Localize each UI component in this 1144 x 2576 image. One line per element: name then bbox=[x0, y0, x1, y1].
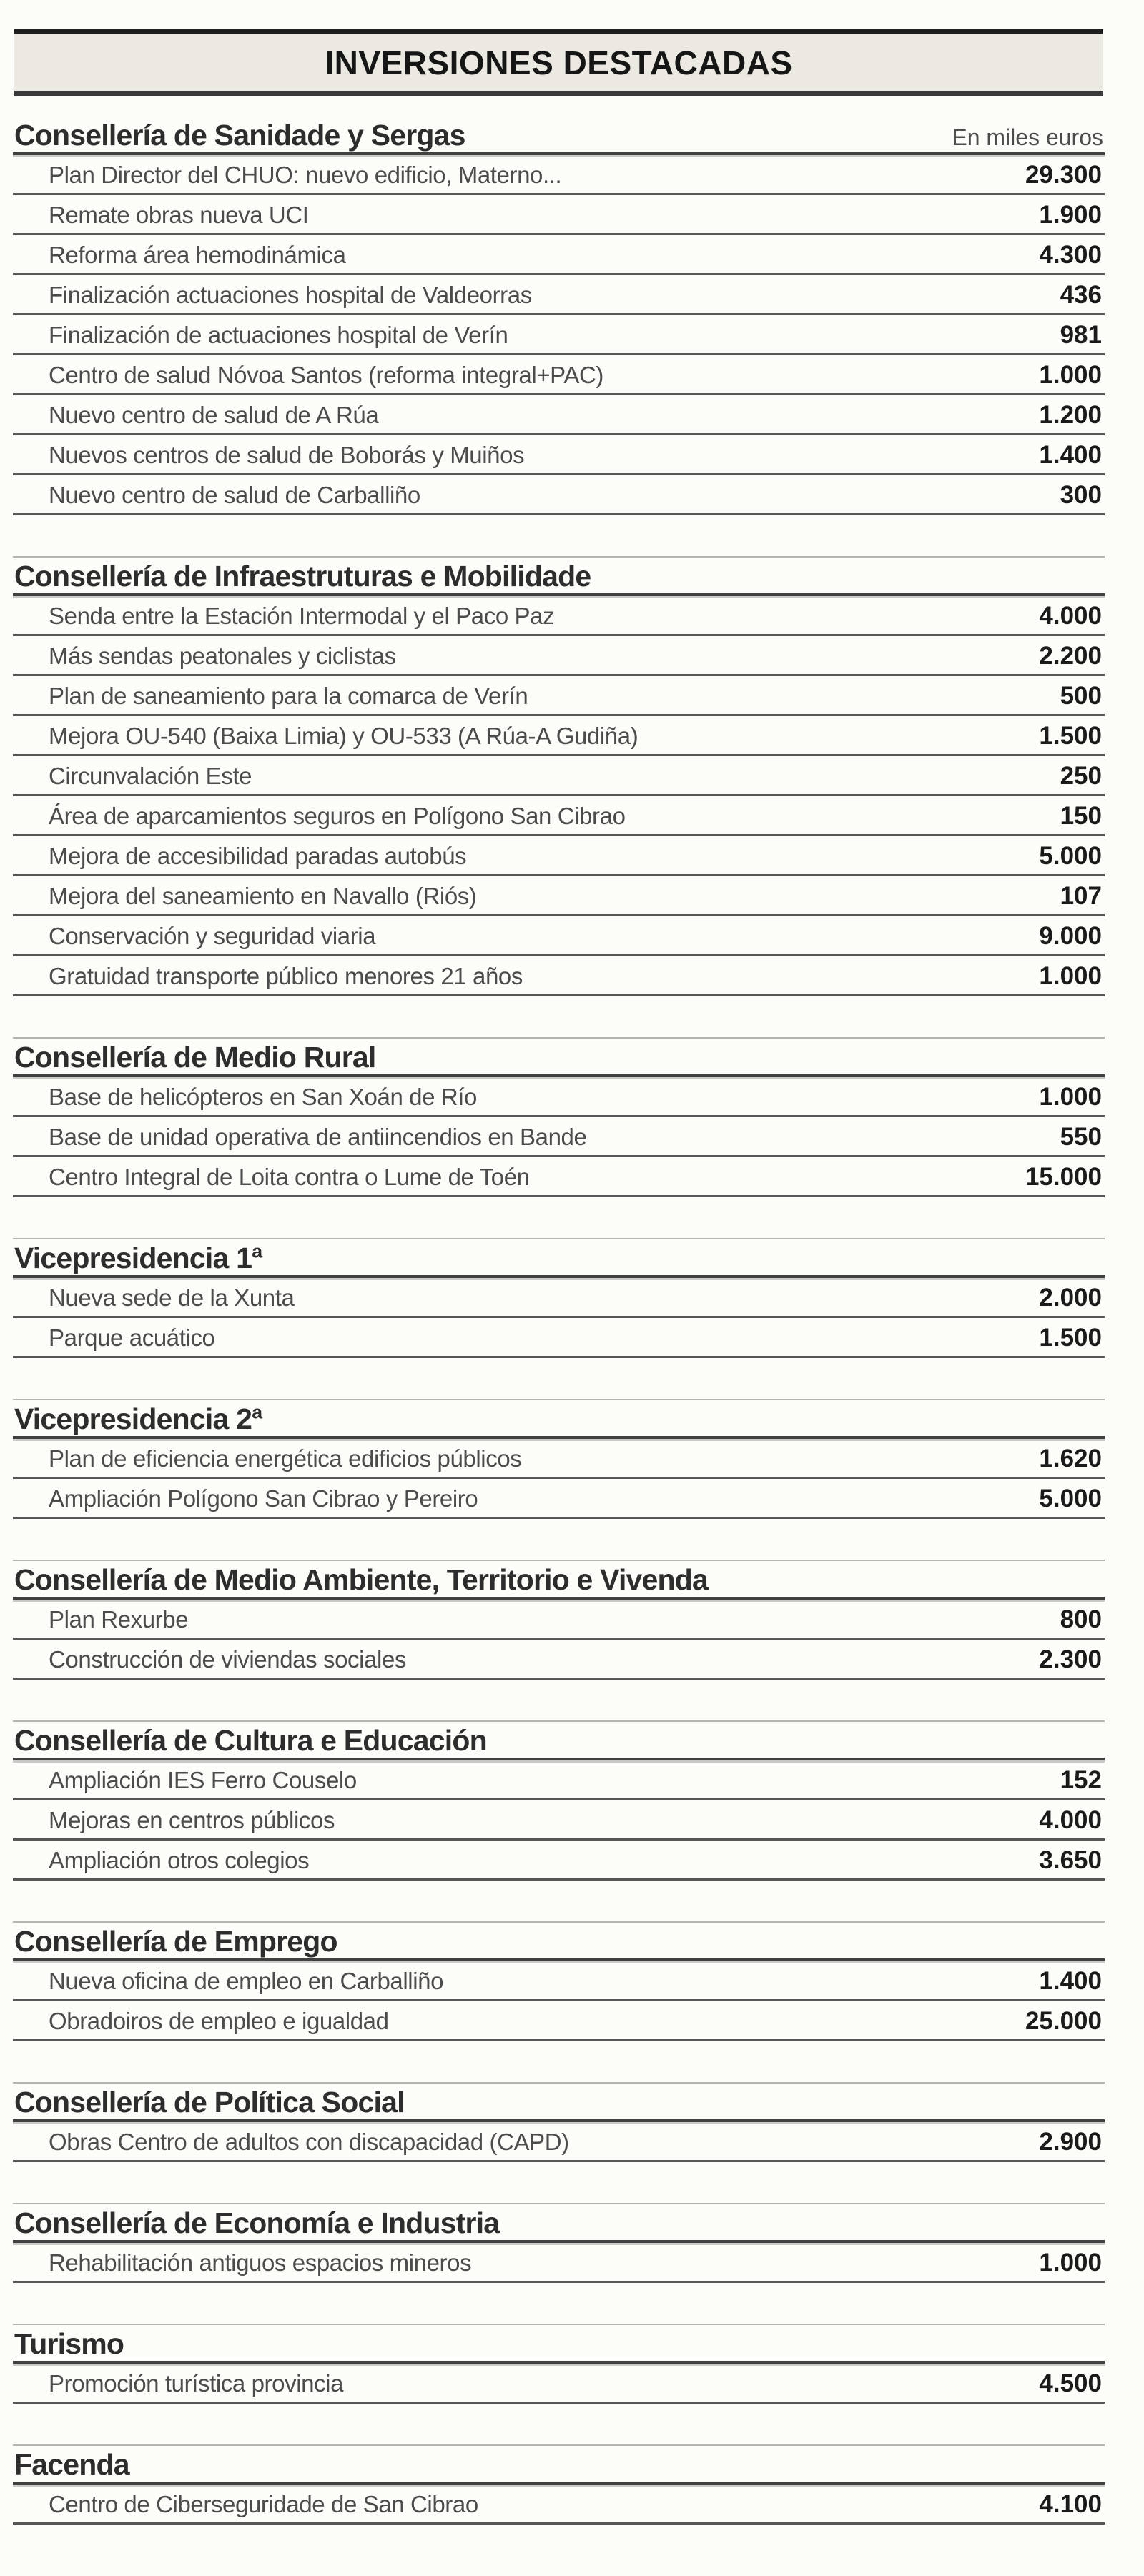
table-row bbox=[13, 876, 1105, 916]
row-label: Mejora OU-540 (Baixa Limia) y OU-533 (A Rúa-A Gudiña) bbox=[49, 723, 638, 749]
section bbox=[13, 1238, 1105, 1358]
table-row bbox=[13, 756, 1105, 796]
row-label: Base de helicópteros en San Xoán de Río bbox=[49, 1084, 477, 1110]
row-value: 1.400 bbox=[1039, 441, 1102, 469]
row-label: Obras Centro de adultos con discapacidad (CAPD) bbox=[49, 2129, 569, 2155]
row-value: 1.000 bbox=[1039, 1083, 1102, 1111]
sections-container bbox=[13, 115, 1105, 2525]
section-title: Consellería de Economía e Industria bbox=[14, 2206, 500, 2239]
row-label: Senda entre la Estación Intermodal y el Paco Paz bbox=[49, 603, 555, 629]
row-value: 1.900 bbox=[1039, 201, 1102, 229]
section-header bbox=[13, 2324, 1105, 2364]
row-value: 2.300 bbox=[1039, 1645, 1102, 1673]
section-header bbox=[13, 1037, 1105, 1077]
row-label: Centro de salud Nóvoa Santos (reforma integral+PAC) bbox=[49, 362, 603, 388]
row-value: 981 bbox=[1060, 321, 1102, 349]
table-row bbox=[13, 2122, 1105, 2162]
row-value: 3.650 bbox=[1039, 1846, 1102, 1874]
row-label: Base de unidad operativa de antiincendios en Bande bbox=[49, 1124, 587, 1150]
row-value: 5.000 bbox=[1039, 1485, 1102, 1512]
section bbox=[13, 1720, 1105, 1881]
section-header bbox=[13, 1238, 1105, 1278]
section-rows bbox=[13, 155, 1105, 515]
section bbox=[13, 556, 1105, 996]
table-row bbox=[13, 956, 1105, 996]
section bbox=[13, 1037, 1105, 1197]
row-label: Centro de Ciberseguridade de San Cibrao bbox=[49, 2491, 478, 2517]
table-row bbox=[13, 916, 1105, 956]
row-label: Gratuidad transporte público menores 21 años bbox=[49, 963, 523, 989]
section-header bbox=[13, 2444, 1105, 2485]
row-label: Plan Rexurbe bbox=[49, 1606, 189, 1633]
row-value: 300 bbox=[1060, 481, 1102, 509]
page-title: INVERSIONES DESTACADAS bbox=[325, 44, 793, 81]
section-rows bbox=[13, 1961, 1105, 2041]
section-header bbox=[13, 2203, 1105, 2243]
row-label: Plan de saneamiento para la comarca de Verín bbox=[49, 683, 528, 709]
row-label: Construcción de viviendas sociales bbox=[49, 1646, 406, 1673]
row-label: Finalización actuaciones hospital de Valdeorras bbox=[49, 282, 532, 308]
table-row bbox=[13, 1961, 1105, 2001]
row-value: 800 bbox=[1060, 1605, 1102, 1633]
row-label: Conservación y seguridad viaria bbox=[49, 923, 376, 949]
table-row bbox=[13, 2364, 1105, 2404]
section-rows bbox=[13, 2122, 1105, 2162]
section-header bbox=[13, 1921, 1105, 1961]
row-value: 4.100 bbox=[1039, 2490, 1102, 2518]
section bbox=[13, 2203, 1105, 2283]
row-label: Nuevos centros de salud de Boborás y Muiños bbox=[49, 442, 525, 468]
row-label: Remate obras nueva UCI bbox=[49, 202, 309, 228]
table-row bbox=[13, 1318, 1105, 1358]
row-value: 436 bbox=[1060, 281, 1102, 309]
section bbox=[13, 2082, 1105, 2162]
table-row bbox=[13, 1439, 1105, 1479]
row-value: 1.500 bbox=[1039, 1324, 1102, 1352]
units-label: En miles euros bbox=[952, 124, 1103, 150]
section-rows bbox=[13, 2364, 1105, 2404]
row-value: 1.400 bbox=[1039, 1967, 1102, 1995]
section-header bbox=[13, 1720, 1105, 1760]
table-row bbox=[13, 836, 1105, 876]
table-row bbox=[13, 1278, 1105, 1318]
table-row bbox=[13, 1800, 1105, 1841]
section-title: Consellería de Sanidade y Sergas bbox=[14, 119, 465, 152]
row-label: Plan Director del CHUO: nuevo edificio, Materno... bbox=[49, 162, 562, 188]
row-label: Más sendas peatonales y ciclistas bbox=[49, 643, 396, 669]
row-label: Ampliación otros colegios bbox=[49, 1847, 310, 1873]
table-row bbox=[13, 1157, 1105, 1197]
section-header bbox=[13, 556, 1105, 596]
row-value: 2.200 bbox=[1039, 642, 1102, 670]
row-label: Ampliación Polígono San Cibrao y Pereiro bbox=[49, 1485, 478, 1512]
table-row bbox=[13, 1479, 1105, 1519]
row-value: 1.000 bbox=[1039, 962, 1102, 990]
section-title: Vicepresidencia 1ª bbox=[14, 1242, 262, 1274]
section-rows bbox=[13, 1077, 1105, 1197]
table-row bbox=[13, 636, 1105, 676]
table-row bbox=[13, 475, 1105, 515]
section-title: Vicepresidencia 2ª bbox=[14, 1402, 262, 1435]
table-row bbox=[13, 2001, 1105, 2041]
row-value: 29.300 bbox=[1025, 161, 1102, 189]
section-title: Consellería de Infraestruturas e Mobilidade bbox=[14, 560, 591, 593]
row-label: Nuevo centro de salud de A Rúa bbox=[49, 402, 379, 428]
row-value: 1.200 bbox=[1039, 401, 1102, 429]
row-value: 5.000 bbox=[1039, 842, 1102, 870]
row-value: 4.500 bbox=[1039, 2369, 1102, 2397]
row-value: 4.000 bbox=[1039, 602, 1102, 630]
row-label: Centro Integral de Loita contra o Lume de Toén bbox=[49, 1164, 530, 1190]
row-label: Finalización de actuaciones hospital de Verín bbox=[49, 322, 508, 348]
section-rows bbox=[13, 596, 1105, 996]
section-header bbox=[13, 1560, 1105, 1600]
row-label: Ampliación IES Ferro Couselo bbox=[49, 1767, 357, 1793]
row-label: Parque acuático bbox=[49, 1324, 215, 1351]
row-label: Rehabilitación antiguos espacios mineros bbox=[49, 2249, 472, 2276]
section bbox=[13, 115, 1105, 515]
row-value: 15.000 bbox=[1025, 1163, 1102, 1191]
section-rows bbox=[13, 2243, 1105, 2283]
row-value: 4.000 bbox=[1039, 1806, 1102, 1834]
table-row bbox=[13, 596, 1105, 636]
section-rows bbox=[13, 1600, 1105, 1680]
title-bar bbox=[14, 29, 1103, 96]
row-value: 9.000 bbox=[1039, 922, 1102, 950]
row-label: Nueva sede de la Xunta bbox=[49, 1284, 295, 1311]
row-label: Nuevo centro de salud de Carballiño bbox=[49, 482, 420, 508]
section-rows bbox=[13, 1760, 1105, 1881]
row-value: 1.500 bbox=[1039, 722, 1102, 750]
section-rows bbox=[13, 2485, 1105, 2525]
section-title: Consellería de Medio Ambiente, Territorio e Vivenda bbox=[14, 1563, 709, 1596]
table-row bbox=[13, 435, 1105, 475]
row-label: Plan de eficiencia energética edificios públicos bbox=[49, 1445, 522, 1472]
table-row bbox=[13, 1117, 1105, 1157]
row-value: 1.620 bbox=[1039, 1445, 1102, 1472]
table-row bbox=[13, 716, 1105, 756]
section-title: Facenda bbox=[14, 2448, 129, 2481]
row-label: Obradoiros de empleo e igualdad bbox=[49, 2008, 389, 2034]
section bbox=[13, 2444, 1105, 2525]
table-row bbox=[13, 1640, 1105, 1680]
section-title: Consellería de Emprego bbox=[14, 1925, 337, 1958]
table-row bbox=[13, 2485, 1105, 2525]
row-value: 500 bbox=[1060, 682, 1102, 710]
section-title: Consellería de Política Social bbox=[14, 2086, 405, 2119]
section-title: Turismo bbox=[14, 2327, 124, 2360]
table-row bbox=[13, 395, 1105, 435]
section bbox=[13, 1560, 1105, 1680]
table-row bbox=[13, 1077, 1105, 1117]
row-value: 150 bbox=[1060, 802, 1102, 830]
row-value: 107 bbox=[1060, 882, 1102, 910]
section-header bbox=[13, 2082, 1105, 2122]
section bbox=[13, 1399, 1105, 1519]
table-row bbox=[13, 796, 1105, 836]
table-row bbox=[13, 315, 1105, 355]
section bbox=[13, 1921, 1105, 2041]
section-rows bbox=[13, 1278, 1105, 1358]
table-row bbox=[13, 2243, 1105, 2283]
section-title: Consellería de Cultura e Educación bbox=[14, 1724, 487, 1757]
table-row bbox=[13, 275, 1105, 315]
table-row bbox=[13, 155, 1105, 195]
row-value: 2.000 bbox=[1039, 1284, 1102, 1312]
row-value: 25.000 bbox=[1025, 2007, 1102, 2035]
row-value: 4.300 bbox=[1039, 241, 1102, 269]
table-row bbox=[13, 355, 1105, 395]
table-row bbox=[13, 676, 1105, 716]
row-value: 550 bbox=[1060, 1123, 1102, 1151]
row-label: Promoción turística provincia bbox=[49, 2370, 344, 2397]
table-row bbox=[13, 1600, 1105, 1640]
section-rows bbox=[13, 1439, 1105, 1519]
row-label: Circunvalación Este bbox=[49, 763, 252, 789]
row-label: Mejoras en centros públicos bbox=[49, 1807, 335, 1833]
row-label: Mejora de accesibilidad paradas autobús bbox=[49, 843, 467, 869]
row-value: 250 bbox=[1060, 762, 1102, 790]
row-value: 2.900 bbox=[1039, 2128, 1102, 2156]
row-value: 1.000 bbox=[1039, 2249, 1102, 2277]
section-header bbox=[13, 1399, 1105, 1439]
table-row bbox=[13, 195, 1105, 235]
row-label: Área de aparcamientos seguros en Polígono San Cibrao bbox=[49, 803, 626, 829]
row-value: 1.000 bbox=[1039, 361, 1102, 389]
row-label: Mejora del saneamiento en Navallo (Riós) bbox=[49, 883, 477, 909]
row-value: 152 bbox=[1060, 1766, 1102, 1794]
section bbox=[13, 2324, 1105, 2404]
section-header bbox=[13, 115, 1105, 155]
row-label: Reforma área hemodinámica bbox=[49, 242, 346, 268]
table-row bbox=[13, 1760, 1105, 1800]
table-row bbox=[13, 1841, 1105, 1881]
row-label: Nueva oficina de empleo en Carballiño bbox=[49, 1968, 444, 1994]
section-title: Consellería de Medio Rural bbox=[14, 1041, 376, 1074]
table-row bbox=[13, 235, 1105, 275]
